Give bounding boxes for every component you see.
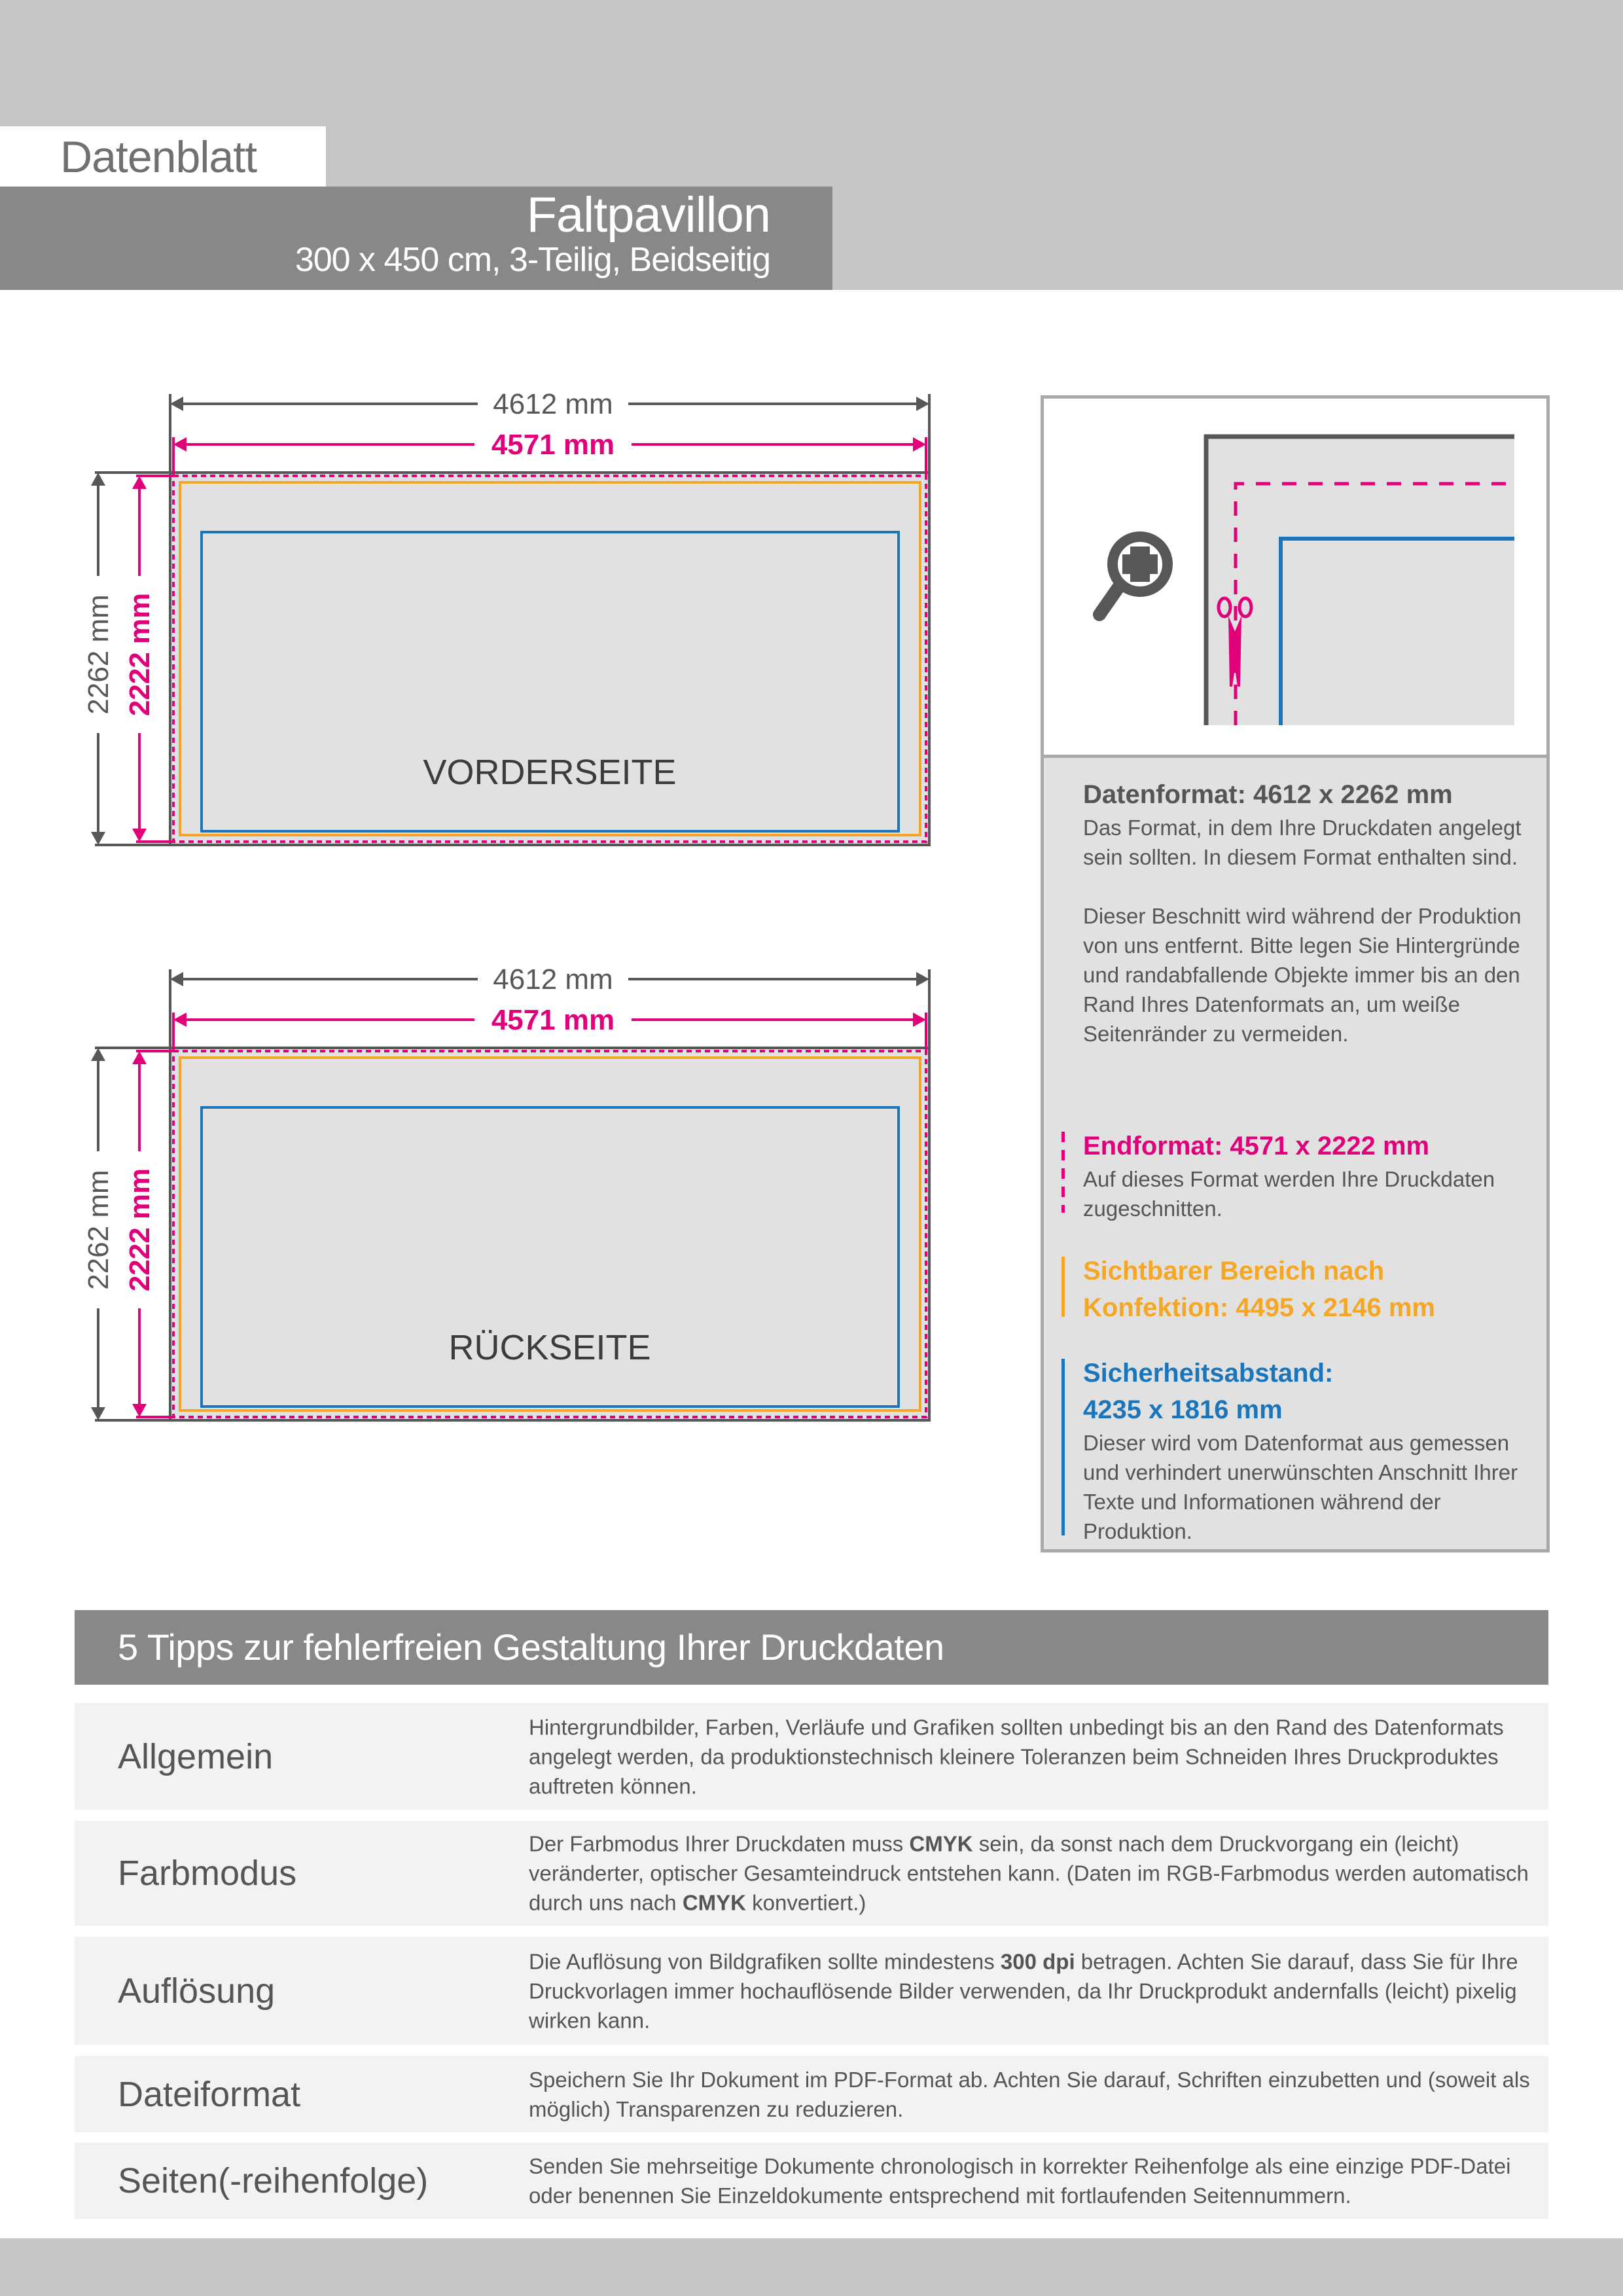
arrow-left-icon [173, 437, 187, 452]
tip-row [75, 1703, 1548, 1810]
safety-title-line2: 4235 x 1816 mm [1083, 1395, 1283, 1424]
arrow-right-icon [916, 397, 929, 411]
zoom-detail [1044, 399, 1546, 755]
safety-marker [1061, 1359, 1065, 1535]
tip-text: Der Farbmodus Ihrer Druckdaten muss [529, 1831, 910, 1856]
width-data-label: 4612 mm [493, 388, 613, 420]
tip-text: Hintergrundbilder, Farben, Verläufe und Grafiken sollten unbedingt bis an den Rand des Datenformats angelegt werden, da produktionstechnisch kleinere Toleranzen beim Schneiden Ihres Druckproduktes auftreten können. [529, 1715, 1504, 1798]
info-text-area [1044, 755, 1546, 1549]
tip-row [75, 2056, 1548, 2132]
tip-row [75, 2143, 1548, 2219]
arrow-up-icon [132, 1051, 147, 1064]
diagram-group [82, 963, 929, 1420]
product-spec: 300 x 450 cm, 3-Teilig, Beidseitig [294, 241, 770, 279]
arrow-left-icon [170, 397, 183, 411]
diagram-group [82, 388, 929, 845]
tip-text: Senden Sie mehrseitige Dokumente chronologisch in korrekter Reihenfolge als eine einzige PDF-Datei oder benennen Sie Einzeldokumente entsprechend mit fortlaufenden Seitennummern. [529, 2154, 1511, 2208]
tip-text: Die Auflösung von Bildgrafiken sollte mindestens [529, 1949, 1001, 1973]
end-format-info [1083, 1128, 1528, 1223]
tip-description [529, 2065, 1537, 2124]
arrow-down-icon [91, 832, 105, 845]
end-format-marker [1061, 1132, 1065, 1213]
info-panel [1041, 395, 1550, 1552]
data-format-info [1083, 776, 1528, 1049]
data-format-text2: Dieser Beschnitt wird während der Produktion von uns entfernt. Bitte legen Sie Hintergründe und randabfallende Objekte immer bis an den Rand Ihres Datenformats an, um weiße Seitenränder zu vermeiden. [1083, 904, 1522, 1046]
tip-description [529, 1712, 1537, 1801]
product-band [0, 187, 832, 290]
tip-text-bold: 300 dpi [1000, 1949, 1075, 1973]
arrow-up-icon [132, 476, 147, 489]
height-data-label: 2262 mm [82, 594, 115, 715]
width-end-label: 4571 mm [491, 429, 615, 461]
safety-info [1083, 1355, 1528, 1546]
tips-title: 5 Tipps zur fehlerfreien Gestaltung Ihrer Druckdaten [118, 1626, 944, 1668]
doc-type-title: Datenblatt [60, 132, 257, 182]
doc-type-box [0, 126, 326, 187]
visible-area-title-line1: Sichtbarer Bereich nach [1083, 1257, 1385, 1285]
safety-title-line1: Sicherheitsabstand: [1083, 1359, 1334, 1388]
tip-text: sein, da sonst nach dem Druckvorgang ein (leicht) veränderter, optischer Gesamteindruck entstehen kann. (Daten im RGB-Farbmodus werden automatisch durch uns nach [529, 1831, 1529, 1915]
height-end-label: 2222 mm [124, 592, 156, 717]
data-format-text1: Das Format, in dem Ihre Druckdaten angelegt sein sollten. In diesem Format enthalten sind. [1083, 816, 1522, 869]
tips-header [75, 1610, 1548, 1685]
tip-text: betragen. Achten Sie darauf, dass Sie für Ihre Druckvorlagen immer hochauflösende Bilder verwenden, da Ihr Druckprodukt andernfalls (leicht) pixelig wirken kann. [529, 1949, 1518, 2032]
tip-text-bold: CMYK [909, 1831, 973, 1856]
arrow-right-icon [916, 972, 929, 986]
tip-text: konvertiert.) [746, 1890, 866, 1915]
tip-text: Speichern Sie Ihr Dokument im PDF-Format ab. Achten Sie darauf, Schriften einzubetten und (soweit als möglich) Transparenzen zu reduzieren. [529, 2067, 1530, 2121]
diagram-back [0, 942, 982, 1439]
arrow-up-icon [91, 473, 105, 486]
arrow-left-icon [170, 972, 183, 986]
tip-label: Auflösung [118, 1971, 276, 2011]
zoom-in-icon [1099, 537, 1168, 615]
detail-data-format [1204, 435, 1514, 725]
tip-description [529, 2151, 1537, 2210]
arrow-left-icon [173, 1013, 187, 1027]
data-format-title: Datenformat: 4612 x 2262 mm [1083, 780, 1453, 809]
tip-label: Allgemein [118, 1736, 274, 1776]
arrow-up-icon [91, 1048, 105, 1061]
arrow-right-icon [913, 1013, 926, 1027]
arrow-down-icon [91, 1407, 105, 1420]
tip-description [529, 1829, 1537, 1918]
tip-row [75, 1937, 1548, 2045]
visible-area-title-line2: Konfektion: 4495 x 2146 mm [1083, 1293, 1435, 1322]
width-data-label: 4612 mm [493, 963, 613, 996]
footer-band [0, 2238, 1623, 2296]
product-name: Faltpavillon [526, 187, 770, 243]
height-data-label: 2262 mm [82, 1170, 115, 1290]
tip-text-bold: CMYK [682, 1890, 746, 1915]
height-end-label: 2222 mm [124, 1168, 156, 1292]
tip-description [529, 1946, 1537, 2035]
arrow-down-icon [132, 1404, 147, 1417]
tip-label: Seiten(-reihenfolge) [118, 2161, 429, 2200]
tip-row [75, 1821, 1548, 1926]
diagram-front [0, 367, 982, 864]
arrow-down-icon [132, 829, 147, 842]
tip-label: Farbmodus [118, 1854, 297, 1893]
arrow-right-icon [913, 437, 926, 452]
side-label: RÜCKSEITE [448, 1328, 651, 1367]
safety-text: Dieser wird vom Datenformat aus gemessen und verhindert unerwünschten Anschnitt Ihrer Texte und Informationen während der Produktion. [1083, 1431, 1518, 1543]
side-label: VORDERSEITE [423, 753, 677, 792]
end-format-text: Auf dieses Format werden Ihre Druckdaten zugeschnitten. [1083, 1167, 1495, 1221]
visible-area-info [1083, 1253, 1528, 1326]
width-end-label: 4571 mm [491, 1004, 615, 1036]
end-format-title: Endformat: 4571 x 2222 mm [1083, 1132, 1430, 1160]
visible-area-marker [1061, 1257, 1065, 1317]
tip-label: Dateiformat [118, 2074, 301, 2114]
